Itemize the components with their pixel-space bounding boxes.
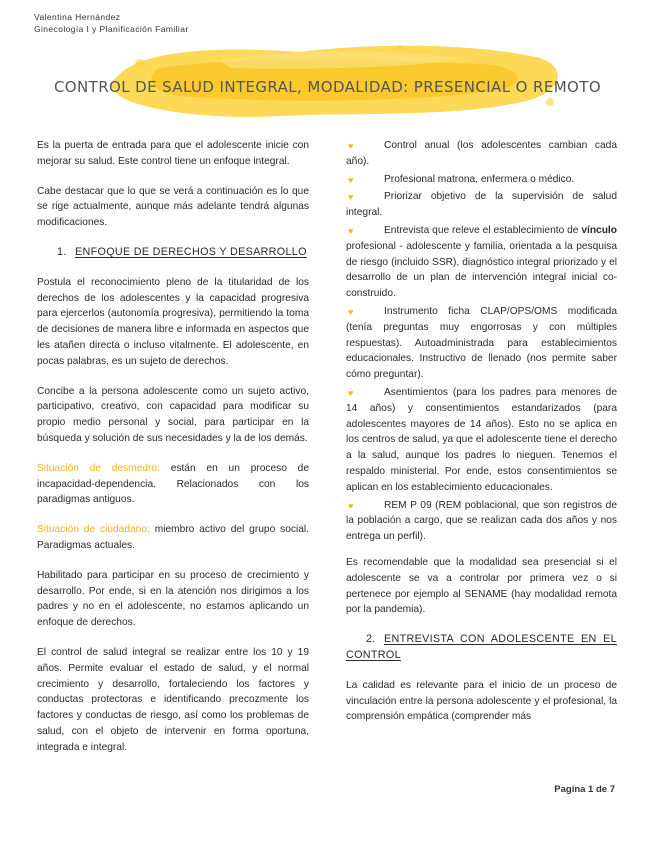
heart-icon: ♥ bbox=[348, 192, 354, 203]
modality-paragraph: Es recomendable que la modalidad sea presencial si el adolescente se va a controlar por primera vez o si pertenece por ejemplo al SENAME (hay modalidad remota por la pandemia). bbox=[346, 556, 617, 616]
section-title: ENTREVISTA CON ADOLESCENTE EN EL CONTROL bbox=[346, 633, 617, 661]
quality-paragraph: La calidad es relevante para el inicio de un proceso de vinculación entre la persona adolescente y el profesional, la comprensión empática (comprender más bbox=[346, 679, 617, 723]
heart-icon: ♥ bbox=[348, 141, 354, 151]
participation-paragraph: Habilitado para participar en su proceso de crecimiento y desarrollo. Por ende, si en la atención nos dirigimos a los padres y no en el adolescente, no estamos aplicando un enfoque de derechos. bbox=[37, 569, 309, 629]
list-item: ♥ Priorizar objetivo de la supervisión de salud integral. bbox=[346, 191, 617, 219]
health-control-paragraph: El control de salud integral se realizar entre los 10 y 19 años. Permite evaluar el estado de salud, y el normal crecimiento y desarrollo, fortaleciendo los factores y conductas protectoras e identificando precozmente los factores y conductas de riesgo, así como los problemas de salud, con el objeto de intervenir en forma oportuna, integrada e integral. bbox=[37, 646, 309, 753]
list-item: ♥ Profesional matrona, enfermera o médico. bbox=[346, 172, 617, 188]
section-title: ENFOQUE DE DERECHOS Y DESARROLLO bbox=[75, 245, 307, 258]
ciudadano-text: miembro activo del grupo social. Paradigmas actuales. bbox=[37, 524, 309, 551]
course-name: Ginecología I y Planificación Familiar bbox=[34, 24, 189, 34]
list-item: ♥ Control anual (los adolescentes cambian cada año). bbox=[346, 140, 617, 167]
section-heading-2 bbox=[346, 632, 617, 664]
bullet-list bbox=[346, 138, 617, 545]
ciudadano-paragraph bbox=[37, 522, 309, 554]
list-item: ♥ Instrumento ficha CLAP/OPS/OMS modificada (tenía preguntas muy engorrosas y con múltiples respuestas). Autoadministrada para establecimientos educacionales. Instructivo de llenado (nos permite saber cómo preguntar). bbox=[346, 305, 617, 381]
note-paragraph: Cabe destacar que lo que se verá a continuación es lo que se rige actualmente, aunque más adelante tendrá algunas modificaciones. bbox=[37, 185, 309, 229]
list-item: ♥ Asentimientos (para los padres para menores de 14 años) y consentimientos estandarizados (para adolescentes mayores de 14 años). Esto no se aplica en los centros de salud, ya que el adolescente tiene el derecho a la salud, aunque los padres lo nieguen. Tenemos el respaldo ministerial. Por ende, estos consentimientos se aplican en los establecimiento educacionales. bbox=[346, 386, 617, 493]
heart-icon: ♥ bbox=[348, 174, 354, 185]
section-number: 1. bbox=[57, 245, 67, 258]
desmedro-text: están en un proceso de incapacidad-dependencia. Relacionados con los paradigmas antiguos. bbox=[37, 462, 309, 506]
left-column bbox=[37, 138, 309, 770]
ciudadano-label: Situación de ciudadano: bbox=[37, 524, 150, 536]
active-subject-paragraph: Concibe a la persona adolescente como un sujeto activo, participativo, creativo, con capacidad para modificar su propio medio personal y social, para participar en la búsqueda y solución de sus necesidades y la de los demás. bbox=[37, 385, 309, 444]
page-header bbox=[34, 11, 189, 35]
list-item: ♥ Entrevista que releve el establecimiento de vínculo profesional - adolescente y familia, orientada a la pesquisa de riesgo (incluido SSR), diagnóstico integral priorizado y el desarrollo de un plan de intervención integral inicial co-construido. bbox=[346, 224, 617, 300]
desmedro-label: Situación de desmedro: bbox=[37, 462, 160, 474]
right-column bbox=[346, 138, 617, 739]
rights-paragraph: Postula el reconocimiento pleno de la titularidad de los derechos de los adolescentes y la capacidad progresiva para ejercerlos (autonomía progresiva), permitiendo la toma de decisiones de manera libre e informada en aspectos que les atañen directa o incluso vitalmente. El adolescente, en pocas palabras, es un sujeto de derechos. bbox=[37, 276, 309, 367]
heart-icon: ♥ bbox=[348, 225, 354, 236]
bold-term: vínculo bbox=[581, 224, 617, 236]
heart-icon: ♥ bbox=[348, 306, 354, 317]
page-number: Pagina 1 de 7 bbox=[554, 784, 615, 795]
page-title: CONTROL DE SALUD INTEGRAL, MODALIDAD: PRESENCIAL O REMOTO bbox=[53, 78, 602, 96]
section-heading-1 bbox=[37, 245, 309, 261]
heart-icon: ♥ bbox=[348, 500, 354, 511]
heart-icon: ♥ bbox=[348, 387, 354, 398]
desmedro-paragraph bbox=[37, 461, 309, 508]
section-number: 2. bbox=[366, 633, 376, 646]
intro-paragraph: Es la puerta de entrada para que el adolescente inicie con mejorar su salud. Este control tiene un enfoque integral. bbox=[37, 140, 309, 167]
list-item: ♥ REM P 09 (REM poblacional, que son registros de la población a cargo, que se realizan cada dos años y nos entrega un perfil). bbox=[346, 499, 617, 543]
author-name: Valentina Hernández bbox=[34, 12, 121, 22]
